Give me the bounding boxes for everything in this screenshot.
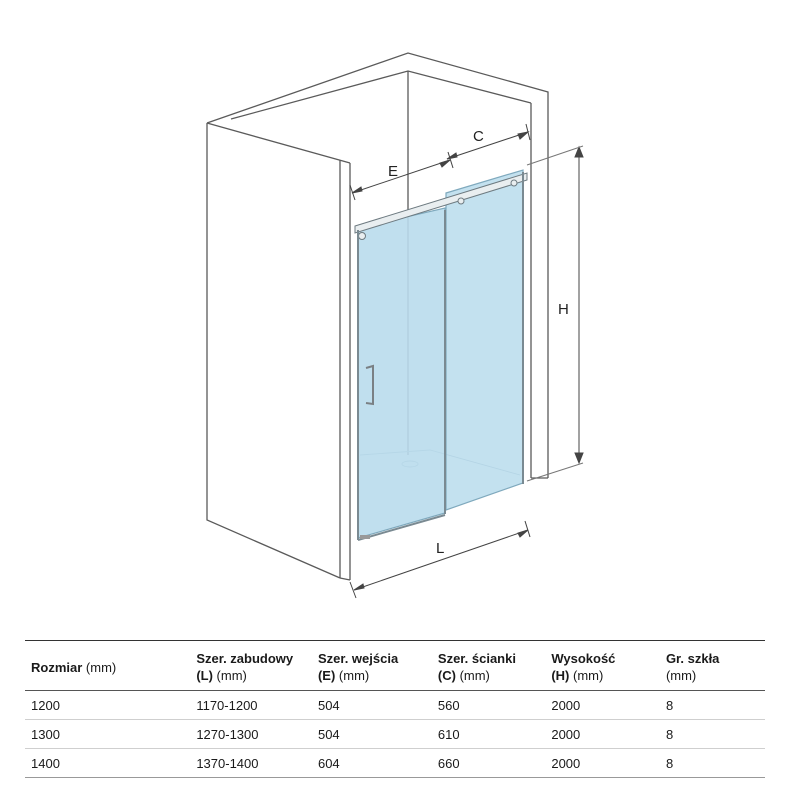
spec-table-body <box>25 691 765 778</box>
spec-table-header <box>25 641 765 691</box>
cell-size: 1300 <box>25 720 190 749</box>
cell-entry-width: 604 <box>312 749 432 778</box>
roller-left-icon <box>359 233 366 240</box>
dim-L-line <box>354 530 528 590</box>
rail-end-icon <box>511 180 517 186</box>
cell-height: 2000 <box>545 720 660 749</box>
dim-C-arrow-right <box>518 132 528 139</box>
header-height: Wysokość (H) (mm) <box>545 641 660 691</box>
cell-panel-width: 610 <box>432 720 545 749</box>
cell-build-width: 1270-1300 <box>190 720 312 749</box>
cell-glass-thickness: 8 <box>660 720 765 749</box>
dim-L-arrow-left <box>354 584 364 590</box>
dim-C-label: C <box>473 128 484 145</box>
cell-size: 1400 <box>25 749 190 778</box>
roller-right-icon <box>458 198 464 204</box>
header-size: Rozmiar (mm) <box>25 641 190 691</box>
cell-entry-width: 504 <box>312 720 432 749</box>
dim-H-ext-bottom <box>527 463 583 481</box>
header-build-width: Szer. zabudowy (L) (mm) <box>190 641 312 691</box>
cell-build-width: 1170-1200 <box>190 691 312 720</box>
cell-entry-width: 504 <box>312 691 432 720</box>
header-glass-thickness: Gr. szkła (mm) <box>660 641 765 691</box>
dim-C-line <box>447 132 528 159</box>
cell-panel-width: 660 <box>432 749 545 778</box>
dim-H-label: H <box>558 301 569 318</box>
cell-build-width: 1370-1400 <box>190 749 312 778</box>
header-panel-width: Szer. ścianki (C) (mm) <box>432 641 545 691</box>
floor-front-edge <box>340 578 350 580</box>
table-row <box>25 720 765 749</box>
table-row <box>25 691 765 720</box>
cell-height: 2000 <box>545 691 660 720</box>
dim-E-arrow-left <box>352 187 362 193</box>
dim-H-arrow-bottom <box>575 453 583 463</box>
sliding-door-panel <box>358 208 445 538</box>
dim-L-label: L <box>436 540 445 557</box>
top-inner-edge <box>231 71 531 119</box>
dim-E-line <box>352 160 450 193</box>
dim-E-arrow-right <box>440 160 450 167</box>
dim-E-label: E <box>388 163 399 180</box>
fixed-glass-panel <box>446 170 523 510</box>
spec-table <box>25 640 765 778</box>
table-row <box>25 749 765 778</box>
dim-L-arrow-right <box>518 530 528 537</box>
header-entry-width: Szer. wejścia (E) (mm) <box>312 641 432 691</box>
cell-panel-width: 560 <box>432 691 545 720</box>
left-wall-outer <box>207 123 340 578</box>
cell-glass-thickness: 8 <box>660 691 765 720</box>
dim-H-ext-top <box>527 146 583 165</box>
top-front-edge <box>207 123 350 163</box>
cell-size: 1200 <box>25 691 190 720</box>
bottom-guide <box>360 535 370 539</box>
cell-glass-thickness: 8 <box>660 749 765 778</box>
cell-height: 2000 <box>545 749 660 778</box>
